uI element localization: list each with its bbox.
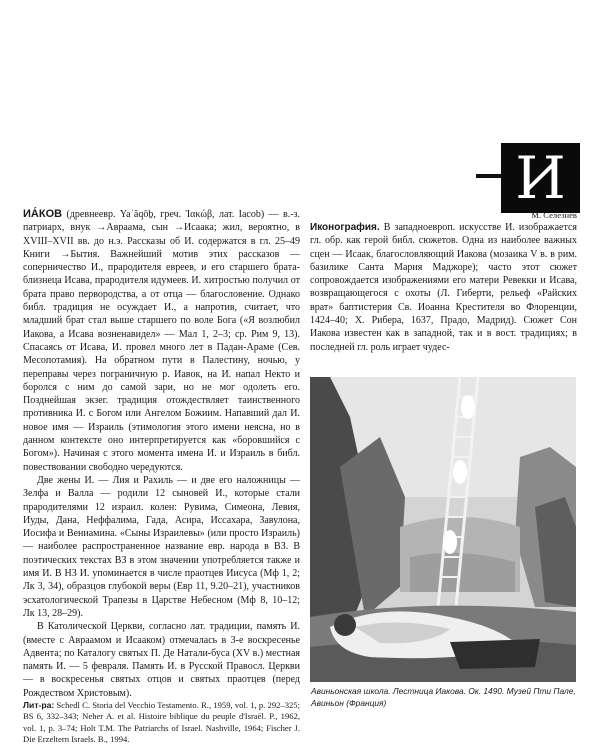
- iconography-text: В западноевроп. искусстве И. изображается гл. обр. как герой библ. сюжетов. Одна из наиболее важных сцен — Исаак, благословляющий Иакова (мозаика V в. в рим. базилике Санта Мария Маджоре); часто этот сюжет сопровождается изображениями его матери Ревекки и Исава, возвращающегося с охоты (Л. Гиберти, рельеф «Райских врат» баптистерия Св. Иоанна Крестителя во Флоренции, 1424–40; Х. Рибера, 1637, Прадо, Мадрид). Сюжет Сон Иакова известен как в западной, так и в вост. традициях; в последней гл. роль играет чудес-: [310, 222, 577, 353]
- author-signature: М. Селезнёв: [531, 210, 577, 220]
- left-column: [23, 208, 300, 746]
- entry-paragraph-1-text: (древнеевр. Yaʿăqōḇ, греч. Ἰακώβ, лат. Iacob) — в.-з. патриарх, внук →Авраама, сын →Исаака; жил, вероятно, в XVIII–XVII вв. до н.э. Рассказы об И. содержатся в гл. 25–49 Книги →Бытия. Важнейший мотив этих рассказов — соперничество И., прародителя евреев, и его старшего брата-близнеца Исава, прародителя идумеев. И. хитростью получил от брата право первородства, а от отца — благословение. Однако библ. традиция не осуждает И., а напротив, считает, что младший брат стал выше старшего по воле Бога («Я возлюбил Иакова, а Исава возненавидел» — Мал 1, 2–3; ср. Рим 9, 13). Спасаясь от Исава, И. провел много лет в Падан-Араме (Сев. Месопотамия). На обратном пути в Палестину, ночью, у переправы через пограничную р. Иавок, на И. напал Некто и боролся с ним до самой зари, но не мог одолеть его. Позднейшая экзег. традиция отождествляет таинственного противника И. с Богом или Ангелом Божиим. Напавший дал И. новое имя — Израиль (этимология этого имени неясна, но в данном контексте оно интерпретируется как «боровшийся с Богом»). Начиная с этого момента имена И. и Израиль в библ. повествовании свободно чередуются.: [23, 209, 300, 473]
- figure-caption: Авиньонская школа. Лестница Иакова. Ок. 1490. Музей Пти Пале, Авиньон (Франция): [311, 686, 576, 708]
- iconography-paragraph: [310, 221, 577, 354]
- entry-paragraph-1: [23, 208, 300, 474]
- drop-cap-block: [476, 143, 580, 213]
- right-column: [310, 208, 577, 354]
- entry-paragraph-2: Две жены И. — Лия и Рахиль — и две его наложницы — Зелфа и Валла — родили 12 сыновей И., которые стали прародителями 12 израил. колен: Рувима, Симеона, Левия, Иуды, Дана, Неффалима, Гада, Асира, Иссахара, Завулона, Иосифа и Вениамина. «Сыны Израилевы» (или просто Израиль) — наиболее распространенное название евр. народа в ВЗ. В поэтических текстах ВЗ в этом значении употребляется также и имя И. В НЗ И. упоминается в числе праотцев Иисуса (Мф 1, 2; Лк 3, 34), образцов глубокой веры (Евр 11, 9.20–21), участников эсхатологической Трапезы в Царстве Небесном (Мф 8, 10–12; Лк 13, 28–29).: [23, 474, 300, 619]
- entry-headword: ИА́КОВ: [23, 208, 63, 220]
- drop-cap-letter: И: [501, 143, 580, 213]
- iconography-heading: Иконография.: [310, 222, 380, 233]
- entry-paragraph-3: В Католической Церкви, согласно лат. традиции, память И. (вместе с Авраамом и Исааком) отмечалась в 3-е воскресенье Адвента; по Каталогу святых П. Де Натали-буса (XV в.) местная память И. — 5 февраля. Память И. в Русской Правосл. Церкви — в воскресенья святых отцов и святых праотцев (перед Рождеством Христовым).: [23, 621, 300, 699]
- painting-jacobs-ladder: [310, 377, 576, 682]
- literature-text: Schedl C. Storia del Vecchio Testamento. R., 1959, vol. 1, p. 292–325; BS 6, 332–343; Neher A. et al. Histoire biblique du peuple d'Israël. P., 1962, vol. 1, p. 3–74; Holt T.M. The Patriarchs of Israel. Nashville, 1964; Fischer J. Die Erzeltern Israels. B., 1994.: [23, 699, 300, 745]
- literature-label: Лит-ра:: [23, 699, 55, 710]
- painting-figure: [310, 377, 576, 682]
- literature-block: [23, 700, 300, 746]
